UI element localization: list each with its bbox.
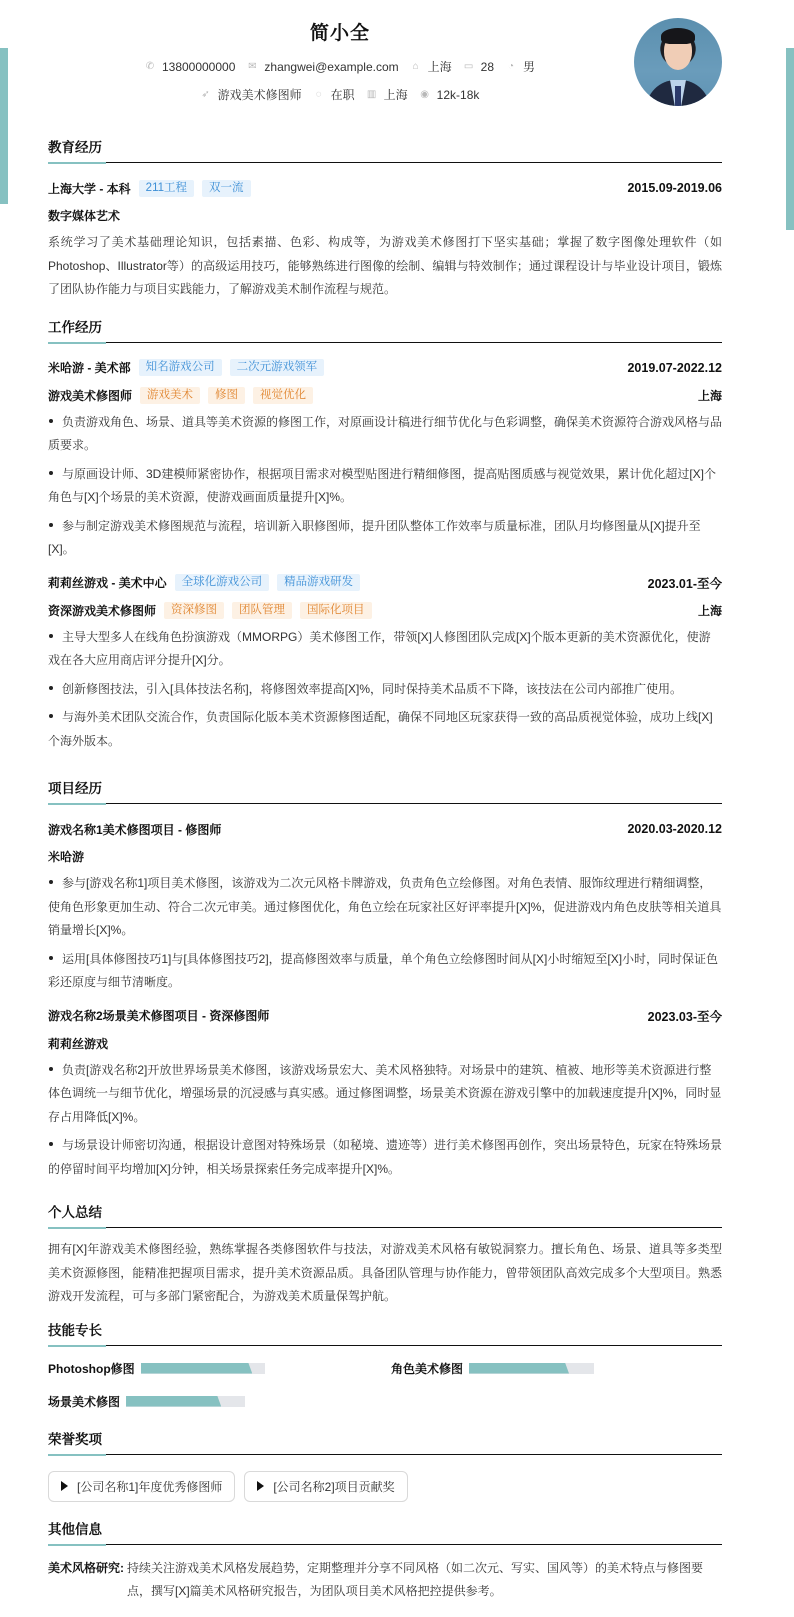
company-tag: 知名游戏公司 [139,359,222,376]
mail-icon: ✉ [248,60,257,72]
list-item: 与海外美术团队交流合作，负责国际化版本美术资源修图适配，确保不同地区玩家获得一致的高品质视觉体验，成功上线[X]个海外版本。 [48,710,713,748]
skills-section [48,1319,722,1422]
school-tag: 211工程 [139,180,194,197]
role-tag: 国际化项目 [300,602,372,619]
work-entry-head [48,574,722,592]
awards-section [48,1428,722,1502]
status-value: 在职 [330,88,355,102]
work-bullets [48,626,722,754]
title-accent-underline [48,162,106,164]
list-item: 参与[游戏名称1]项目美术修图，该游戏为二次元风格卡牌游戏，负责角色立绘修图。对角色表情、服饰纹理进行精细调整，使角色形象更加生动、符合二次元审美。通过修图优化，角色立绘在玩家社区好评率提升[X]%，促进游戏内角色皮肤等相关道具销量增长[X]%。 [48,876,722,937]
skill-bar-fill [469,1363,569,1374]
project-entry-head [48,1007,722,1025]
other-info-value: 持续关注游戏美术风格发展趋势，定期整理并分享不同风格（如二次元、写实、国风等）的美术特点与修图要点，撰写[X]篇美术风格研究报告，为团队项目美术风格把控提供参考。 [127,1560,704,1598]
bullet-dot-icon [49,471,53,475]
company-tag: 二次元游戏领军 [230,359,325,376]
project-name: 游戏名称1美术修图项目 - 修图师 [48,822,222,837]
role-name: 资深游戏美术修图师 [48,604,157,618]
section-title-skills: 技能专长 [48,1319,722,1346]
position-item [201,86,302,103]
bullet-dot-icon [49,880,53,884]
role-tag: 游戏美术 [140,387,200,404]
triangle-right-icon [61,1481,68,1491]
phone-value: 13800000000 [161,59,236,74]
role-tag: 团队管理 [232,602,292,619]
bullet-dot-icon [49,634,53,638]
project-name: 游戏名称2场景美术修图项目 - 资深修图师 [48,1009,270,1023]
work-date: 2019.07-2022.12 [627,360,722,375]
role-name: 游戏美术修图师 [48,389,133,403]
bullet-dot-icon [49,714,53,718]
other-section [48,1518,722,1603]
school-tag: 双一流 [202,180,251,197]
list-item: 主导大型多人在线角色扮演游戏（MMORPG）美术修图工作，带领[X]人修图团队完成[X]个版本更新的美术资源优化，使游戏在各大应用商店评分提升[X]分。 [48,629,711,667]
section-title-education: 教育经历 [48,136,722,163]
skill-item [391,1360,594,1377]
candidate-name: 简小全 [309,23,370,44]
role-tag: 修图 [208,387,245,404]
contact-row [0,58,680,75]
summary-text: 拥有[X]年游戏美术修图经验，熟练掌握各类修图软件与技法，对游戏美术风格有敏锐洞察力。擅长角色、场景、道具等多类型美术资源修图，能精准把握项目需求，提升美术资源品质。具备团队管理与协作能力，曾带领团队高效完成多个大型项目。熟悉游戏开发流程，可与多部门紧密配合，为游戏美术质量保驾护航。 [48,1242,722,1303]
work-role-line [48,602,722,620]
company-name: 莉莉丝游戏 - 美术中心 [48,576,167,590]
title-accent-underline [48,1544,106,1546]
section-title-other: 其他信息 [48,1518,722,1545]
list-item: 运用[具体修图技巧1]与[具体修图技巧2]，提高修图效率与质量，单个角色立绘修图时间从[X]小时缩短至[X]小时，同时保证色彩还原度与细节清晰度。 [48,951,719,989]
building-icon: ▥ [366,88,377,100]
bullet-dot-icon [49,523,53,527]
project-bullets [48,872,722,995]
status-icon: ◌ [315,88,322,100]
bullet-dot-icon [49,1067,53,1071]
list-item: 与场景设计师密切沟通，根据设计意图对特殊场景（如秘境、遗迹等）进行美术修图再创作，突出场景特色，玩家在特殊场景的停留时间平均增加[X]分钟，相关场景探索任务完成率提升[X]%。 [48,1138,723,1176]
skill-label: 场景美术修图 [48,1394,121,1409]
bullet-dot-icon [49,686,53,690]
work-entry-head [48,359,722,377]
title-accent-underline [48,342,106,344]
gender-value: 男 [523,60,536,74]
skill-item [48,1393,245,1410]
other-info-row [48,1557,722,1603]
title-accent-underline [48,1345,106,1347]
company-name: 米哈游 - 美术部 [48,361,131,375]
section-title-summary: 个人总结 [48,1201,722,1228]
home-icon: ⌂ [412,60,419,72]
list-item: 创新修图技法，引入[具体技法名称]，将修图效率提高[X]%，同时保持美术品质不下降，该技法在公司内部推广使用。 [48,678,722,702]
position-icon: ➶ [201,88,210,100]
section-title-awards: 荣誉奖项 [48,1428,722,1455]
work-location: 上海 [697,389,722,403]
phone-icon: ✆ [145,60,155,72]
resume-body [48,130,722,1603]
resume-header [0,0,794,130]
skills-list [48,1360,722,1422]
education-section [48,136,722,302]
status-item [314,86,355,103]
award-item[interactable]: [公司名称1]年度优秀修图师 [48,1471,235,1502]
other-info-label: 美术风格研究: [48,1560,124,1575]
work-date: 2023.01-至今 [647,576,722,591]
age-value: 28 [480,59,495,74]
city-value: 上海 [427,60,452,74]
email-value: zhangwei@example.com [264,59,399,74]
project-date: 2020.03-2020.12 [627,822,722,836]
bullet-dot-icon [49,956,53,960]
summary-section [48,1201,722,1309]
skill-item [48,1360,265,1377]
skill-bar [469,1363,594,1374]
skill-bar [141,1363,265,1374]
list-item: 参与制定游戏美术修图规范与流程，培训新入职修图师，提升团队整体工作效率与质量标准，团队月均修图量从[X]提升至[X]。 [48,518,701,556]
list-item: 负责[游戏名称2]开放世界场景美术修图，该游戏场景宏大、美术风格独特。对场景中的建筑、植被、地形等美术资源进行整体色调统一与细节优化，增强场景的沉浸感与真实感。通过修图调整，场景美术资源在游戏引擎中的加载速度提升[X]%，同时显存占用降低[X]%。 [48,1062,722,1124]
skill-bar [126,1396,245,1407]
award-item[interactable]: [公司名称2]项目贡献奖 [244,1471,407,1502]
awards-list [48,1471,722,1502]
city-item [411,58,452,75]
skill-label: 角色美术修图 [391,1361,464,1376]
list-item: 负责游戏角色、场景、道具等美术资源的修图工作，对原画设计稿进行细节优化与色彩调整，确保美术资源符合游戏风格与品质要求。 [48,414,723,452]
bullet-dot-icon [49,1142,53,1146]
title-accent-underline [48,1227,106,1229]
work-location: 上海 [697,604,722,618]
title-accent-underline [48,803,106,805]
project-bullets [48,1059,722,1182]
section-title-work: 工作经历 [48,316,722,343]
avatar-hair [661,28,695,44]
skill-label: Photoshop修图 [48,1361,135,1376]
email-item [247,60,398,74]
projects-section [48,777,722,1181]
bullet-dot-icon [49,419,53,423]
phone-item [145,60,235,74]
project-org: 米哈游 [48,850,85,864]
avatar-tie [675,86,681,106]
work-bullets [48,411,722,562]
company-tag: 精品游戏研发 [277,574,360,591]
age-icon: ▭ [463,60,474,72]
project-org: 莉莉丝游戏 [48,1036,109,1051]
gender-item [506,58,535,75]
role-tag: 视觉优化 [253,387,313,404]
position-value: 游戏美术修图师 [217,88,302,102]
triangle-right-icon [257,1481,264,1491]
work-role-line [48,387,722,405]
school-name: 上海大学 - 本科 [48,181,131,196]
work-section [48,316,722,754]
company-tag: 全球化游戏公司 [175,574,270,591]
title-accent-underline [48,1454,106,1456]
job-intent-row [0,86,680,103]
education-description: 系统学习了美术基础理论知识，包括素描、色彩、构成等，为游戏美术修图打下坚实基础；掌握了数字图像处理软件（如Photoshop、Illustrator等）的高级运用技巧，能够熟练进行图像的绘制、编辑与特效制作；通过课程设计与毕业设计项目，锻炼了团队协作能力与项目实践能力，了解游戏美术制作流程与规范。 [48,235,722,296]
project-date: 2023.03-至今 [647,1009,722,1024]
major: 数字媒体艺术 [48,209,121,223]
gender-icon: ◔ [507,60,515,72]
education-date: 2015.09-2019.06 [627,181,722,195]
age-item [464,60,494,74]
avatar [634,18,722,106]
section-title-projects: 项目经历 [48,777,722,804]
skill-bar-fill [141,1363,253,1374]
list-item: 与原画设计师、3D建模师紧密协作，根据项目需求对模型贴图进行精细修图，提高贴图质感与视觉效果，累计优化超过[X]个角色与[X]个场景的美术资源，使游戏画面质量提升[X]%。 [48,466,717,504]
skill-bar-fill [126,1396,221,1407]
salary-icon: ◉ [420,88,430,100]
target-city-item [367,86,408,103]
education-entry-head [48,179,722,197]
target-city-value: 上海 [383,88,408,102]
salary-item [420,88,480,102]
role-tag: 资深修图 [164,602,224,619]
project-entry-head [48,820,722,838]
salary-value: 12k-18k [436,87,480,102]
